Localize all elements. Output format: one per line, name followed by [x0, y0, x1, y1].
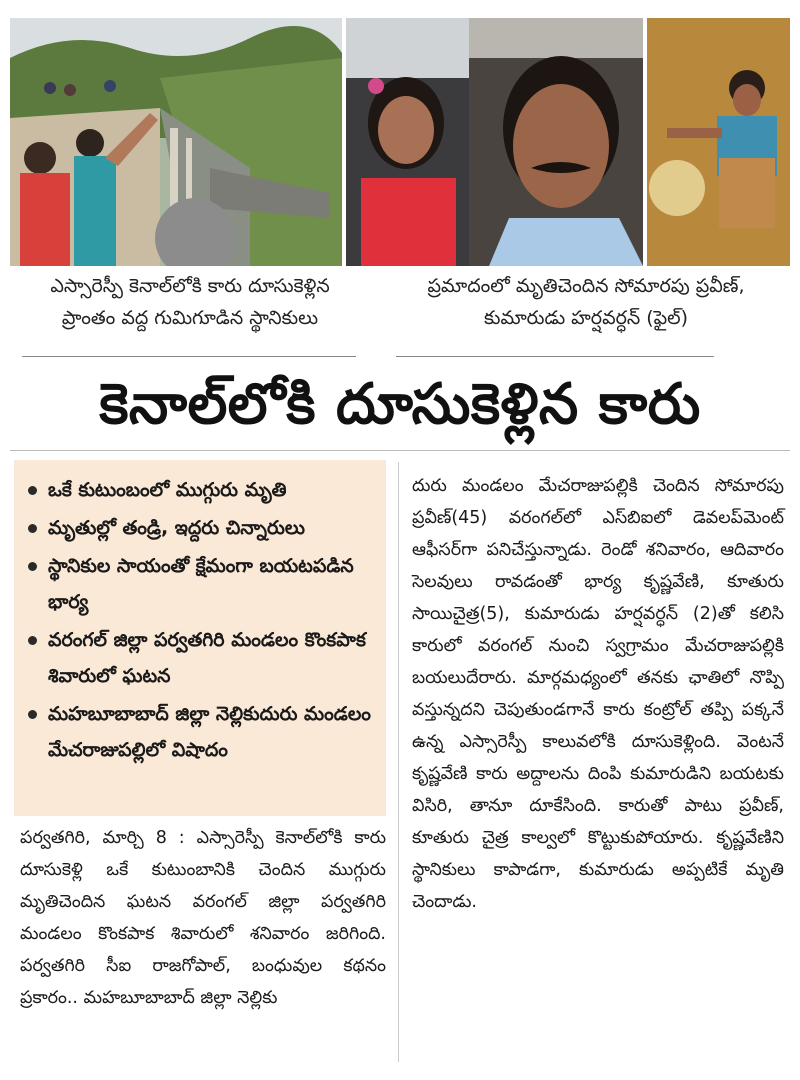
photo-caption-left [14, 270, 366, 334]
highlight-item [26, 510, 374, 546]
boy-photo [647, 18, 790, 266]
bullet-icon [28, 636, 37, 645]
caption-rule-left [22, 356, 356, 357]
highlight-text: మహబూబాబాద్‌ జిల్లా నెల్లికుదురు మండలం మేచరాజుపల్లిలో విషాదం [48, 703, 371, 761]
caption-line: కుమారుడు హర్షవర్ధన్‌ (ఫైల్‌) [483, 307, 689, 329]
bullet-icon [28, 710, 37, 719]
caption-line: ప్రమాదంలో మృతిచెందిన సోమారపు ప్రవీణ్‌, [427, 275, 745, 297]
highlight-item [26, 548, 374, 620]
highlight-text: వరంగల్‌ జిల్లా పర్వతగిరి మండలం కొంకపాక శివారులో ఘటన [48, 629, 366, 687]
bullet-icon [28, 562, 37, 571]
headline: కెనాల్‌లోకి దూసుకెళ్లిన కారు [99, 372, 701, 437]
highlights-box [14, 460, 386, 816]
caption-line: ఎస్సారెస్పీ కెనాల్‌లోకి కారు దూసుకెళ్లిన [50, 275, 330, 297]
article-body-left: పర్వతగిరి, మార్చి 8 : ఎస్సారెస్పీ కెనాల్‌లోకి కారు దూసుకెళ్లి ఒకే కుటుంబానికి చెందిన ముగ్గురు మృతిచెందిన ఘటన వరంగల్‌ జిల్లా పర్వతగిరి మండలం కొంకపాక శివారులో శనివారం జరిగింది. పర్వతగిరి సీఐ రాజగోపాల్‌, బంధువుల కథనం ప్రకారం.. మహబూబాబాద్‌ జిల్లా నెల్లికు [20, 828, 386, 1008]
bullet-icon [28, 524, 37, 533]
headline-rule [10, 450, 790, 451]
bullet-icon [28, 486, 37, 495]
highlight-text: స్థానికుల సాయంతో క్షేమంగా బయటపడిన భార్య [48, 555, 354, 613]
highlight-item [26, 472, 374, 508]
caption-rule-right [396, 356, 714, 357]
highlight-item [26, 696, 374, 768]
article-body-right: దురు మండలం మేచరాజుపల్లికి చెందిన సోమారపు ప్రవీణ్‌(45) వరంగల్‌లో ఎస్‌బిఐలో డెవలప్‌మెంట్‌ ఆఫీసర్‌గా పనిచేస్తున్నాడు. రెండో శనివారం, ఆదివారం సెలవులు రావడంతో భార్య కృష్ణవేణి, కూతురు సాయిచైత్ర(5), కుమారుడు హర్షవర్ధన్‌ (2)తో కలిసి కారులో వరంగల్‌ నుంచి స్వగ్రామం మేచరాజుపల్లికి బయలుదేరారు. మార్గమధ్యంలో తనకు ఛాతిలో నొప్పి వస్తున్నదని చెపుతుండగానే కారు కంట్రోల్‌ తప్పి పక్కనే ఉన్న ఎస్సారెస్పీ కాలువలోకి దూసుకెళ్లింది. వెంటనే కృష్ణవేణి కారు అద్దాలను దింపి కుమారుడిని బయటకు విసిరి, తానూ దూకేసింది. కారుతో పాటు ప్రవీణ్‌, కూతురు చైత్ర కాల్వలో కొట్టుకుపోయారు. కృష్ణవేణిని స్థానికులు కాపాడగా, కుమారుడు అప్పటికే మృతి చెందాడు. [412, 476, 784, 912]
highlight-item [26, 622, 374, 694]
canal-crowd-photo [10, 18, 342, 266]
girl-portrait-photo [346, 18, 469, 266]
highlight-text: ఒకే కుటుంబంలో ముగ్గురు మృతి [48, 479, 287, 501]
man-portrait-photo [469, 18, 643, 266]
photo-caption-right [386, 270, 786, 334]
caption-line: ప్రాంతం వద్ద గుమిగూడిన స్థానికులు [61, 307, 319, 329]
highlight-text: మృతుల్లో తండ్రి, ఇద్దరు చిన్నారులు [48, 517, 305, 539]
column-divider [398, 462, 399, 1062]
